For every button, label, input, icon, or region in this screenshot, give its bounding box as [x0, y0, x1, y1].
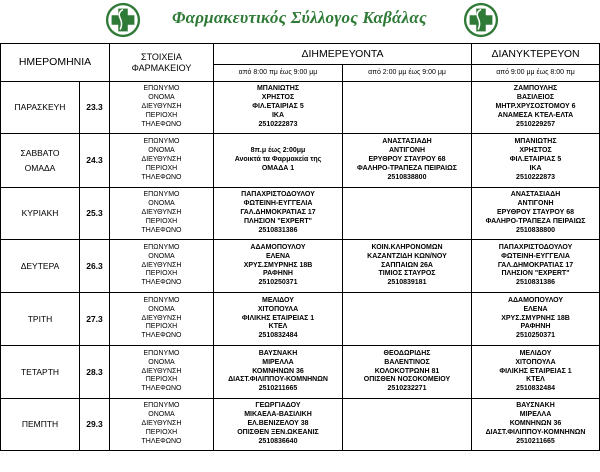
day-name-cell: ΚΥΡΙΑΚΗ: [1, 188, 80, 240]
pharmacy-info-line: ΒΑΛΕΝΤΙΝΟΣ: [384, 358, 430, 366]
pharmacy-info-line: ΦΙΛ.ΕΤΑΙΡΙΑΣ 5: [252, 103, 304, 111]
pharmacy-info-line: ΒΑΥΣΝΑΚΗ: [258, 349, 298, 357]
pharmacy-info-line: 2510229257: [516, 120, 555, 128]
pharmacy-info-line: ΡΑΦΗΝΗ: [520, 323, 551, 331]
day-name-cell: ΠΕΜΠΤΗ: [1, 399, 80, 451]
field-label: ΠΕΡΙΟΧΗ: [145, 376, 178, 384]
table-row: [1, 82, 600, 134]
pharmacy-info-line: ΓΑΛ.ΔΗΜΟΚΡΑΤΙΑΣ 17: [497, 261, 574, 269]
pharmacy-info-line: ΚΟΛΟΚΟΤΡΩΝΗ 81: [374, 367, 440, 375]
pharmacy-info-line: ΜΕΛΙΔΟΥ: [519, 349, 552, 357]
pharmacy-info-line: ΑΝΑΣΤΑΣΙΑΔΗ: [382, 138, 432, 146]
pharmacy-info-line: ΦΩΤΕΙΝΗ-ΕΥΓΓΕΛΙΑ: [501, 252, 570, 260]
field-label: ΤΗΛΕΦΩΝΟ: [141, 385, 182, 393]
table-row: [1, 188, 600, 240]
field-label: ΕΠΩΝΥΜΟ: [143, 402, 180, 410]
pharmacy-info-line: ΕΛΕΝΑ: [523, 305, 548, 313]
pharmacy-info-line: ΜΗΤΡ.ΧΡΥΣΟΣΤΟΜΟΥ 6: [495, 103, 576, 111]
field-labels-cell: [110, 240, 214, 293]
afternoon-pharmacy-cell: [343, 399, 472, 451]
pharmacy-info-line: ΦΙΛ.ΕΤΑΙΡΙΑΣ 5: [509, 156, 562, 164]
pharmacy-info-line: ΧΙΤΟΠΟΥΛΑ: [257, 305, 299, 313]
field-label: ΕΠΩΝΥΜΟ: [143, 138, 180, 146]
morning-slot-label: από 8:00 πμ έως 9:00 μμ: [214, 65, 343, 82]
page-title: Φαρμακευτικός Σύλλογος Καβάλας: [172, 8, 427, 27]
pharmacy-info-line: ΣΑΠΠΑΙΩΝ 26Α: [381, 261, 433, 269]
field-label: ΟΝΟΜΑ: [148, 147, 175, 155]
pharmacy-info-line: ΠΛΗΣΙΟΝ "EXPERT": [501, 270, 570, 278]
duty-roster-table: [0, 43, 600, 451]
day-name-cell: ΠΑΡΑΣΚΕΥΗ: [1, 82, 80, 134]
pharmacy-info-line: ΧΡΗΣΤΟΣ: [519, 147, 552, 155]
pharmacy-cross-logo-icon: [104, 1, 142, 39]
field-label: ΕΠΩΝΥΜΟ: [143, 85, 180, 93]
morning-pharmacy-cell: [214, 240, 343, 293]
field-labels-cell: [110, 82, 214, 134]
field-label: ΤΗΛΕΦΩΝΟ: [141, 120, 182, 128]
pharmacy-info-line: 2510831386: [258, 226, 298, 234]
pharmacy-info-line: ΦΙΛΙΚΗΣ ΕΤΑΙΡΕΙΑΣ 1: [499, 367, 572, 375]
night-pharmacy-cell: [472, 346, 600, 399]
field-label: ΕΠΩΝΥΜΟ: [143, 349, 180, 357]
pharmacy-info-line: ΜΠΑΝΙΩΤΗΣ: [256, 85, 300, 93]
day-name-cell: ΤΕΤΑΡΤΗ: [1, 346, 80, 399]
pharmacy-info-line: ΑΔΑΜΟΠΟΥΛΟΥ: [507, 296, 564, 304]
pharmacy-info-line: 2510232271: [387, 385, 427, 393]
night-pharmacy-cell: [472, 82, 600, 134]
afternoon-pharmacy-cell: [343, 346, 472, 399]
pharmacy-info-line: ΑΝΑΣΤΑΣΙΑΔΗ: [510, 191, 561, 199]
field-label: ΕΠΩΝΥΜΟ: [143, 191, 180, 199]
field-labels-cell: [110, 346, 214, 399]
pharmacy-info-line: Ανοικτά τα Φαρμακεία της: [234, 156, 322, 164]
pharmacy-info-line: ΧΡΥΣ.ΣΜΥΡΝΗΣ 18Β: [501, 314, 570, 322]
night-pharmacy-cell: [472, 240, 600, 293]
pharmacy-info-line: ΜΙΡΕΛΛΑ: [519, 411, 552, 419]
field-label: ΠΕΡΙΟΧΗ: [145, 111, 178, 119]
field-label: ΤΗΛΕΦΩΝΟ: [141, 173, 182, 181]
pharmacy-info-line: ΕΛ.ΒΕΝΙΖΕΛΟΥ 38: [247, 420, 309, 428]
morning-pharmacy-cell: [214, 399, 343, 451]
pharmacy-info-line: 2510838800: [516, 226, 555, 234]
pharmacy-info-line: 2510831386: [516, 279, 555, 287]
day-name-cell: ΔΕΥΤΕΡΑ: [1, 240, 80, 293]
pharmacy-info-line: 2510250371: [516, 332, 555, 340]
pharmacy-info-line: ΚΟΜΝΗΝΩΝ 36: [509, 420, 562, 428]
day-name-cell: ΣΑΒΒΑΤΟ ΟΜΑΔΑ: [1, 134, 80, 188]
field-label: ΟΝΟΜΑ: [148, 252, 175, 260]
pharmacy-info-line: ΓΕΩΡΓΙΑΔΟΥ: [255, 402, 301, 410]
field-labels-cell: [110, 188, 214, 240]
field-label: ΠΕΡΙΟΧΗ: [145, 164, 178, 172]
pharmacy-info-line: 2510832484: [258, 332, 298, 340]
table-row: [1, 134, 600, 188]
afternoon-pharmacy-cell: [343, 240, 472, 293]
pharmacy-info-line: ΧΡΥΣ.ΣΜΥΡΝΗΣ 18Β: [243, 261, 313, 269]
afternoon-pharmacy-cell: [343, 82, 472, 134]
pharmacy-info-line: ΠΛΗΣΙΟΝ "EXPERT": [243, 217, 312, 225]
pharmacy-info-line: ΦΑΛΗΡΟ-ΤΡΑΠΕΖΑ ΠΕΙΡΑΙΩΣ: [357, 164, 457, 172]
afternoon-pharmacy-cell: [343, 188, 472, 240]
pharmacy-info-line: ΚΟΙΝ.ΚΛΗΡΟΝΟΜΩΝ: [371, 243, 443, 251]
pharmacy-info-line: ΦΙΛΙΚΗΣ ΕΤΑΙΡΕΙΑΣ 1: [241, 314, 315, 322]
field-label: ΠΕΡΙΟΧΗ: [145, 217, 178, 225]
field-label: ΟΝΟΜΑ: [148, 94, 175, 102]
afternoon-slot-label: από 2:00 μμ έως 9:00 μμ: [343, 65, 472, 82]
date-cell: 28.3: [80, 346, 110, 399]
day-name-cell: ΤΡΙΤΗ: [1, 293, 80, 346]
pharmacy-info-line: ΚΑΖΑΝΤΖΙΔΗ ΚΩΝ/ΝΟΥ: [367, 252, 447, 260]
date-cell: 23.3: [80, 82, 110, 134]
night-pharmacy-cell: [472, 399, 600, 451]
date-cell: 24.3: [80, 134, 110, 188]
field-label: ΤΗΛΕΦΩΝΟ: [141, 279, 182, 287]
field-label: ΔΙΕΥΘΥΝΣΗ: [141, 420, 182, 428]
pharmacy-info-line: ΦΑΛΗΡΟ-ΤΡΑΠΕΖΑ ΠΕΙΡΑΙΩΣ: [485, 217, 586, 225]
pharmacy-info-line: 2510222873: [516, 173, 555, 181]
field-label: ΕΠΩΝΥΜΟ: [143, 296, 180, 304]
pharmacy-info-line: ΤΙΜΙΟΣ ΣΤΑΥΡΟΣ: [378, 270, 436, 278]
pharmacy-info-line: ΕΛΕΝΑ: [265, 252, 291, 260]
field-label: ΤΗΛΕΦΩΝΟ: [141, 437, 182, 445]
field-label: ΠΕΡΙΟΧΗ: [145, 323, 178, 331]
field-label: ΔΙΕΥΘΥΝΣΗ: [141, 261, 182, 269]
field-label: ΟΝΟΜΑ: [148, 305, 175, 313]
night-pharmacy-cell: [472, 293, 600, 346]
field-label: ΔΙΕΥΘΥΝΣΗ: [141, 314, 182, 322]
date-cell: 25.3: [80, 188, 110, 240]
night-pharmacy-cell: [472, 134, 600, 188]
field-labels-cell: [110, 293, 214, 346]
morning-pharmacy-cell: [214, 293, 343, 346]
field-label: ΟΝΟΜΑ: [148, 200, 175, 208]
pharmacy-info-line: ΠΑΠΑΧΡΙΣΤΟΔΟΥΛΟΥ: [241, 191, 315, 199]
pharmacy-info-line: 2510838800: [387, 173, 427, 181]
pharmacy-info-line: ΕΡΥΘΡΟΥ ΣΤΑΥΡΟΥ 68: [368, 156, 446, 164]
field-label: ΤΗΛΕΦΩΝΟ: [141, 332, 182, 340]
date-column-header: ΗΜΕΡΟΜΗΝΙΑ: [1, 44, 110, 82]
pharmacy-info-line: ΓΑΛ.ΔΗΜΟΚΡΑΤΙΑΣ 17: [240, 209, 316, 217]
field-label: ΔΙΕΥΘΥΝΣΗ: [141, 156, 182, 164]
table-header-row: [1, 44, 600, 65]
pharmacy-info-line: ΒΑΥΣΝΑΚΗ: [516, 402, 555, 410]
field-label: ΟΝΟΜΑ: [148, 358, 175, 366]
pharmacy-info-line: ΘΕΟΔΩΡΙΔΗΣ: [383, 349, 431, 357]
pharmacy-cross-logo-icon: [462, 1, 500, 39]
date-cell: 27.3: [80, 293, 110, 346]
pharmacy-info-line: ΦΩΤΕΙΝΗ-ΕΥΓΓΕΛΙΑ: [243, 200, 313, 208]
pharmacy-info-line: ΑΝΤΙΓΟΝΗ: [388, 147, 426, 155]
field-label: ΕΠΩΝΥΜΟ: [143, 243, 180, 251]
table-row: [1, 293, 600, 346]
day-shift-header: ΔΙΗΜΕΡΕΥΟΝΤΑ: [214, 44, 472, 65]
pharmacy-info-line: ΒΑΣΙΛΕΙΟΣ: [516, 94, 555, 102]
pharmacy-info-line: ΖΑΜΠΟΥΛΗΣ: [513, 85, 558, 93]
page-header: [0, 0, 600, 40]
pharmacy-info-line: 8π.μ έως 2:00μμ: [250, 147, 306, 155]
pharmacy-info-line: ΙΚΑ: [271, 111, 285, 119]
date-cell: 26.3: [80, 240, 110, 293]
afternoon-pharmacy-cell: [343, 293, 472, 346]
pharmacy-info-line: ΧΡΗΣΤΟΣ: [261, 94, 295, 102]
pharmacy-info-line: 2510832484: [516, 385, 555, 393]
field-label: ΔΙΕΥΘΥΝΣΗ: [141, 209, 182, 217]
pharmacy-info-line: ΟΜΑΔΑ 1: [261, 164, 295, 172]
pharmacy-info-line: ΔΙΑΣΤ.ΦΙΛΙΠΠΟΥ-ΚΟΜΝΗΝΩΝ: [485, 428, 586, 436]
table-row: [1, 240, 600, 293]
morning-pharmacy-cell: [214, 346, 343, 399]
pharmacy-info-line: 2510250371: [258, 279, 298, 287]
pharmacy-info-line: ΜΙΡΕΛΛΑ: [262, 358, 294, 366]
night-pharmacy-cell: [472, 188, 600, 240]
pharmacy-info-line: ΑΝΑΜΕΣΑ ΚΤΕΛ-ΕΛΤΑ: [497, 111, 574, 119]
pharmacy-info-line: 2510211665: [516, 437, 555, 445]
field-label: ΠΕΡΙΟΧΗ: [145, 428, 178, 436]
pharmacy-info-line: 2510222873: [258, 120, 298, 128]
pharmacy-info-line: ΜΕΛΙΔΟΥ: [262, 296, 294, 304]
date-cell: 29.3: [80, 399, 110, 451]
afternoon-pharmacy-cell: [343, 134, 472, 188]
details-column-header: ΣΤΟΙΧΕΙΑ ΦΑΡΜΑΚΕΙΟΥ: [110, 44, 214, 82]
pharmacy-info-line: ΚΤΕΛ: [526, 376, 545, 384]
field-label: ΠΕΡΙΟΧΗ: [145, 270, 178, 278]
pharmacy-info-line: ΙΚΑ: [529, 164, 542, 172]
morning-pharmacy-cell: [214, 82, 343, 134]
pharmacy-info-line: ΚΤΕΛ: [268, 323, 288, 331]
table-row: [1, 346, 600, 399]
pharmacy-info-line: 2510836640: [258, 437, 298, 445]
morning-pharmacy-cell: [214, 188, 343, 240]
pharmacy-info-line: ΕΡΥΘΡΟΥ ΣΤΑΥΡΟΥ 68: [496, 209, 575, 217]
pharmacy-info-line: ΟΠΙΣΘΕΝ ΝΟΣΟΚΟΜΕΙΟΥ: [363, 376, 451, 384]
pharmacy-info-line: ΧΙΤΟΠΟΥΛΑ: [515, 358, 556, 366]
pharmacy-info-line: ΡΑΦΗΝΗ: [263, 270, 293, 278]
field-label: ΤΗΛΕΦΩΝΟ: [141, 226, 182, 234]
field-label: ΔΙΕΥΘΥΝΣΗ: [141, 367, 182, 375]
field-label: ΟΝΟΜΑ: [148, 411, 175, 419]
morning-pharmacy-cell: [214, 134, 343, 188]
night-shift-header: ΔΙΑΝΥΚΤΕΡΕΥΟΝ: [472, 44, 600, 65]
pharmacy-info-line: ΑΔΑΜΟΠΟΥΛΟΥ: [250, 243, 306, 251]
table-row: [1, 399, 600, 451]
night-slot-label: από 9:00 μμ έως 8:00 πμ: [472, 65, 600, 82]
pharmacy-info-line: 2510211665: [258, 385, 298, 393]
pharmacy-info-line: ΜΙΚΑΕΛΑ-ΒΑΣΙΛΙΚΗ: [244, 411, 312, 419]
pharmacy-info-line: ΟΠΙΣΘΕΝ ΞΕΝ.ΩΚΕΑΝΙΣ: [237, 428, 319, 436]
field-labels-cell: [110, 134, 214, 188]
pharmacy-info-line: ΚΟΜΝΗΝΩΝ 36: [252, 367, 304, 375]
field-label: ΔΙΕΥΘΥΝΣΗ: [141, 103, 182, 111]
pharmacy-info-line: ΜΠΑΝΙΩΤΗΣ: [514, 138, 557, 146]
pharmacy-info-line: 2510839181: [387, 279, 427, 287]
pharmacy-info-line: ΑΝΤΙΓΟΝΗ: [517, 200, 554, 208]
pharmacy-info-line: ΠΑΠΑΧΡΙΣΤΟΔΟΥΛΟΥ: [498, 243, 573, 251]
pharmacy-info-line: ΔΙΑΣΤ.ΦΙΛΙΠΠΟΥ-ΚΟΜΝΗΝΩΝ: [228, 376, 328, 384]
field-labels-cell: [110, 399, 214, 451]
